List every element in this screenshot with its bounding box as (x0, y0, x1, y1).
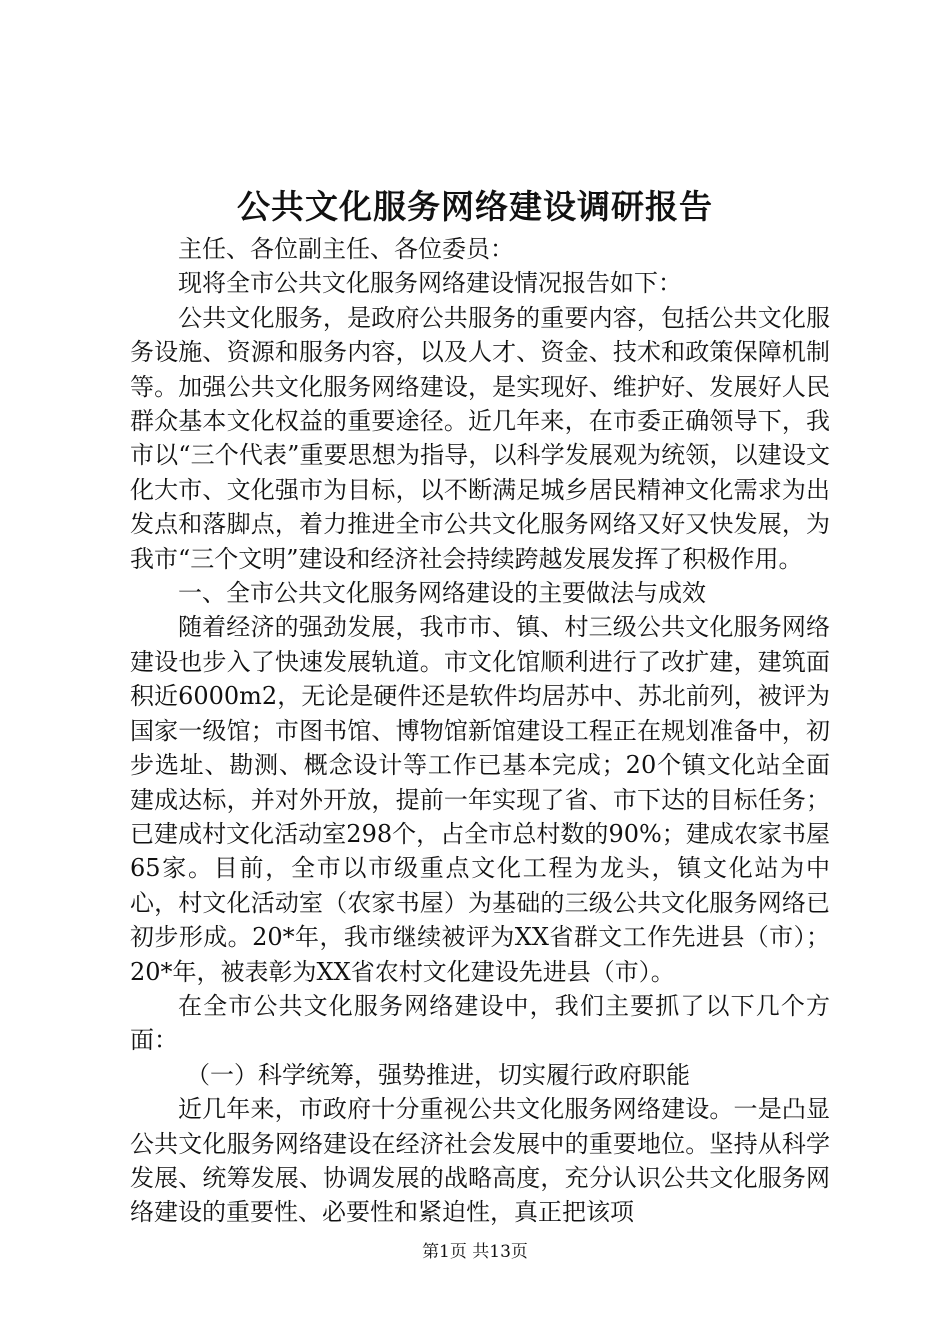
subsection-heading: （一）科学统筹，强势推进，切实履行政府职能 (186, 1060, 690, 1089)
body-paragraph: 近几年来，市政府十分重视公共文化服务网络建设。一是凸显公共文化服务网络建设在经济社会发展中的重要地位。坚持从科学发展、统筹发展、协调发展的战略高度，充分认识公共文化服务网络建设的重要性、必要性和紧迫性，真正把该项 (130, 1095, 830, 1227)
document-title: 公共文化服务网络建设调研报告 (237, 187, 713, 226)
page-number-footer: 第1页 共13页 (422, 1242, 528, 1262)
body-paragraph: 公共文化服务，是政府公共服务的重要内容，包括公共文化服务设施、资源和服务内容，以及人才、资金、技术和政策保障机制等。加强公共文化服务网络建设，是实现好、维护好、发展好人民群众基本文化权益的重要途径。近几年来，在市委正确领导下，我市以“三个代表”重要思想为指导，以科学发展观为统领，以建设文化大市、文化强市为目标，以不断满足城乡居民精神文化需求为出发点和落脚点，着力推进全市公共文化服务网络又好又快发展，为我市“三个文明”建设和经济社会持续跨越发展发挥了积极作用。 (130, 303, 830, 573)
salutation-paragraph: 主任、各位副主任、各位委员： (178, 235, 514, 263)
section-heading: 一、全市公共文化服务网络建设的主要做法与成效 (178, 579, 706, 608)
document-body (130, 232, 830, 1230)
body-paragraph: 随着经济的强劲发展，我市市、镇、村三级公共文化服务网络建设也步入了快速发展轨道。市文化馆顺利进行了改扩建，建筑面积近6000m2，无论是硬件还是软件均居苏中、苏北前列，被评为国家一级馆；市图书馆、博物馆新馆建设工程正在规划准备中，初步选址、勘测、概念设计等工作已基本完成；20个镇文化站全面建成达标，并对外开放，提前一年实现了省、市下达的目标任务；已建成村文化活动室298个，占全市总村数的90%；建成农家书屋65家。目前，全市以市级重点文化工程为龙头，镇文化站为中心，村文化活动室（农家书屋）为基础的三级公共文化服务网络已初步形成。20*年，我市继续被评为XX省群文工作先进县（市）；20*年，被表彰为XX省农村文化建设先进县（市）。 (130, 613, 830, 986)
body-paragraph: 在全市公共文化服务网络建设中，我们主要抓了以下几个方面： (130, 991, 830, 1055)
intro-paragraph: 现将全市公共文化服务网络建设情况报告如下： (178, 269, 682, 298)
